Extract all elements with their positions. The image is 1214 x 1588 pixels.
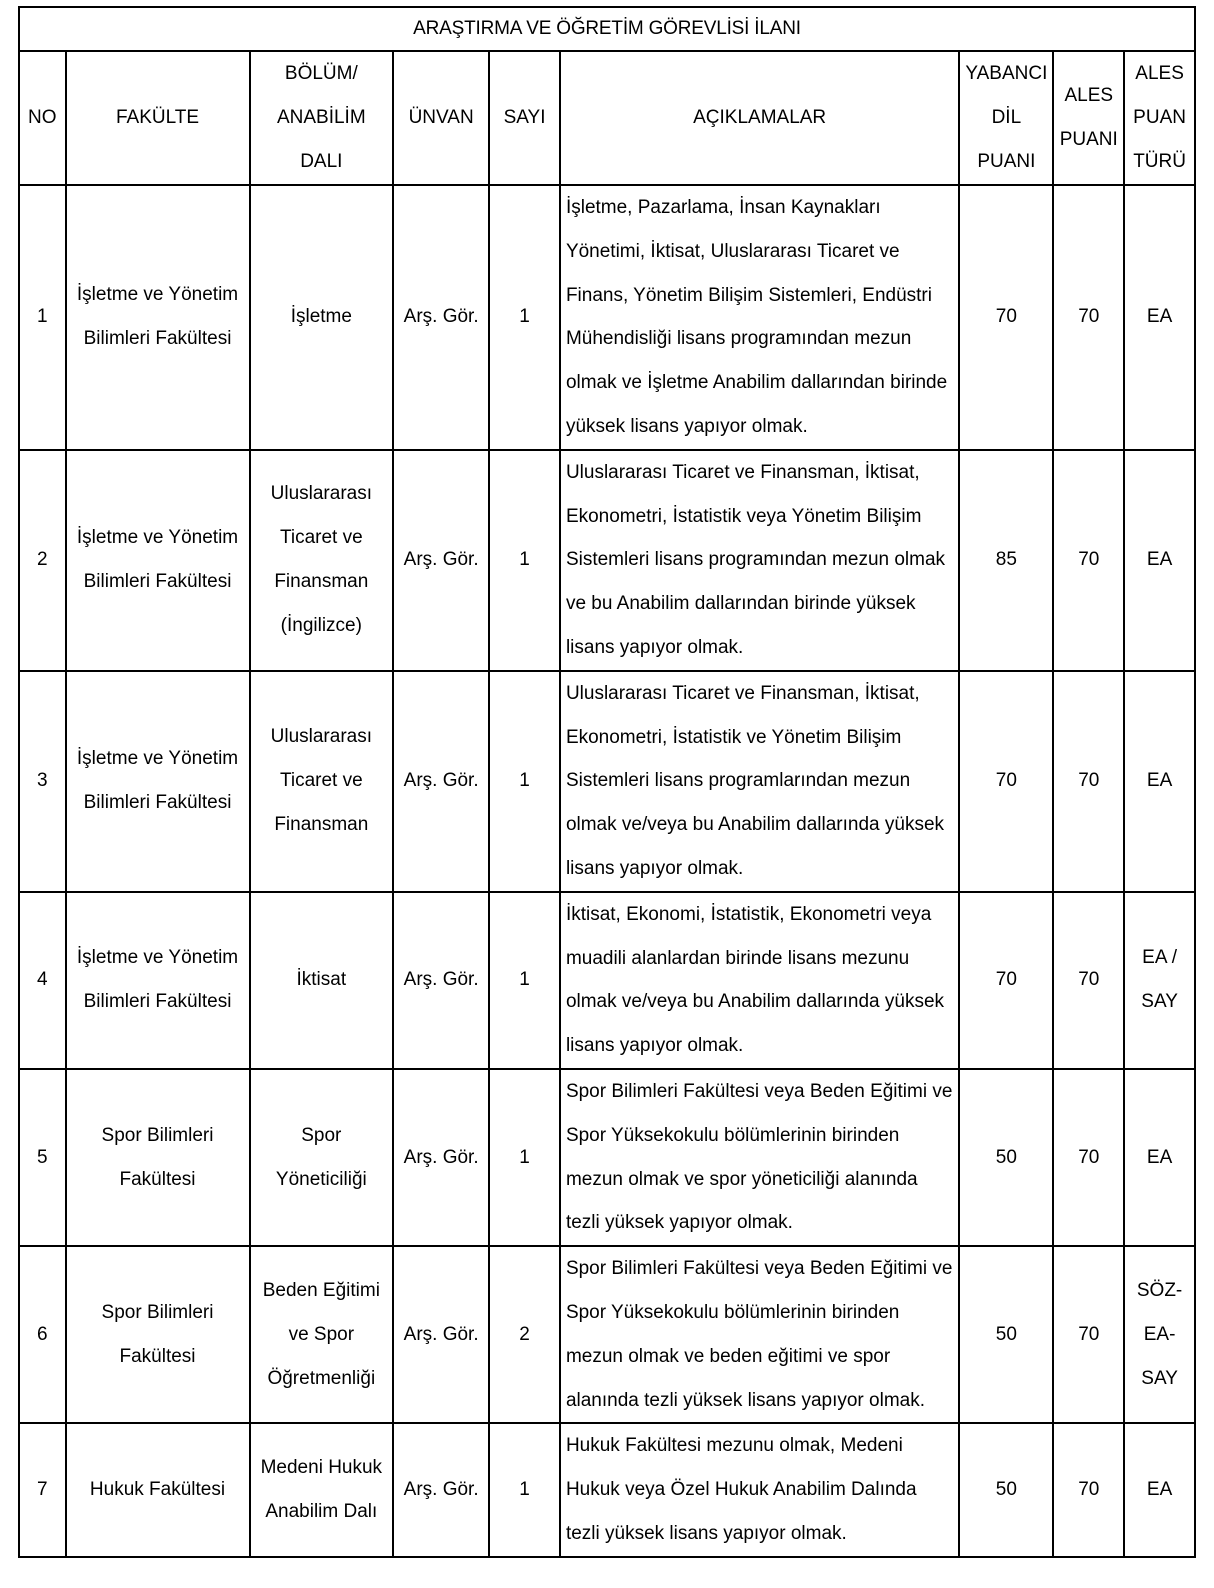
cell-no: 6 xyxy=(19,1246,66,1423)
cell-puan-turu: EA xyxy=(1124,1069,1195,1246)
header-aciklamalar: AÇIKLAMALAR xyxy=(560,51,959,185)
table-row xyxy=(19,671,1195,892)
header-ales-puani: ALES PUANI xyxy=(1053,51,1124,185)
header-yabanci-dil: YABANCI DİL PUANI xyxy=(959,51,1053,185)
table-row xyxy=(19,1069,1195,1246)
cell-aciklama: Uluslararası Ticaret ve Finansman, İktisat, Ekonometri, İstatistik veya Yönetim Bilişim Sistemleri lisans programından mezun olmak ve bu Anabilim dallarından birinde yüksek lisans yapıyor olmak. xyxy=(560,450,959,671)
cell-puan-turu: EA xyxy=(1124,185,1195,450)
cell-aciklama: İktisat, Ekonomi, İstatistik, Ekonometri veya muadili alanlardan birinde lisans mezunu olmak ve/veya bu Anabilim dallarında yüksek lisans yapıyor olmak. xyxy=(560,892,959,1069)
cell-ales: 70 xyxy=(1053,185,1124,450)
table-row xyxy=(19,1246,1195,1423)
cell-sayi: 1 xyxy=(489,450,560,671)
cell-ales: 70 xyxy=(1053,450,1124,671)
cell-ales: 70 xyxy=(1053,1246,1124,1423)
header-no: NO xyxy=(19,51,66,185)
cell-yabanci-dil: 50 xyxy=(959,1069,1053,1246)
table-row xyxy=(19,450,1195,671)
cell-yabanci-dil: 70 xyxy=(959,671,1053,892)
cell-sayi: 1 xyxy=(489,1423,560,1556)
cell-puan-turu: EA xyxy=(1124,450,1195,671)
cell-aciklama: Spor Bilimleri Fakültesi veya Beden Eğitimi ve Spor Yüksekokulu bölümlerinin birinden mezun olmak ve beden eğitimi ve spor alanında tezli yüksek lisans yapıyor olmak. xyxy=(560,1246,959,1423)
cell-fakulte: Spor Bilimleri Fakültesi xyxy=(66,1069,250,1246)
cell-ales: 70 xyxy=(1053,892,1124,1069)
cell-bolum: Uluslararası Ticaret ve Finansman (İngilizce) xyxy=(250,450,394,671)
cell-sayi: 1 xyxy=(489,892,560,1069)
cell-fakulte: Hukuk Fakültesi xyxy=(66,1423,250,1556)
cell-bolum: İşletme xyxy=(250,185,394,450)
cell-no: 4 xyxy=(19,892,66,1069)
cell-yabanci-dil: 50 xyxy=(959,1423,1053,1556)
cell-yabanci-dil: 70 xyxy=(959,892,1053,1069)
cell-bolum: Beden Eğitimi ve Spor Öğretmenliği xyxy=(250,1246,394,1423)
cell-fakulte: İşletme ve Yönetim Bilimleri Fakültesi xyxy=(66,185,250,450)
cell-aciklama: Spor Bilimleri Fakültesi veya Beden Eğitimi ve Spor Yüksekokulu bölümlerinin birinden mezun olmak ve spor yöneticiliği alanında tezli yüksek yapıyor olmak. xyxy=(560,1069,959,1246)
header-unvan: ÜNVAN xyxy=(393,51,489,185)
table-row xyxy=(19,892,1195,1069)
cell-sayi: 2 xyxy=(489,1246,560,1423)
header-fakulte: FAKÜLTE xyxy=(66,51,250,185)
cell-fakulte: Spor Bilimleri Fakültesi xyxy=(66,1246,250,1423)
cell-ales: 70 xyxy=(1053,1069,1124,1246)
cell-unvan: Arş. Gör. xyxy=(393,1069,489,1246)
table-title: ARAŞTIRMA VE ÖĞRETİM GÖREVLİSİ İLANI xyxy=(19,7,1195,51)
cell-fakulte: İşletme ve Yönetim Bilimleri Fakültesi xyxy=(66,892,250,1069)
header-bolum: BÖLÜM/ ANABİLİM DALI xyxy=(250,51,394,185)
cell-unvan: Arş. Gör. xyxy=(393,892,489,1069)
cell-yabanci-dil: 50 xyxy=(959,1246,1053,1423)
cell-fakulte: İşletme ve Yönetim Bilimleri Fakültesi xyxy=(66,671,250,892)
cell-no: 2 xyxy=(19,450,66,671)
announcement-table xyxy=(18,6,1196,1558)
cell-unvan: Arş. Gör. xyxy=(393,671,489,892)
cell-no: 1 xyxy=(19,185,66,450)
cell-no: 7 xyxy=(19,1423,66,1556)
header-sayi: SAYI xyxy=(489,51,560,185)
cell-puan-turu: EA xyxy=(1124,1423,1195,1556)
cell-puan-turu: EA / SAY xyxy=(1124,892,1195,1069)
cell-bolum: Medeni Hukuk Anabilim Dalı xyxy=(250,1423,394,1556)
cell-fakulte: İşletme ve Yönetim Bilimleri Fakültesi xyxy=(66,450,250,671)
cell-bolum: İktisat xyxy=(250,892,394,1069)
cell-bolum: Spor Yöneticiliği xyxy=(250,1069,394,1246)
cell-yabanci-dil: 70 xyxy=(959,185,1053,450)
table-row xyxy=(19,1423,1195,1556)
cell-aciklama: Hukuk Fakültesi mezunu olmak, Medeni Hukuk veya Özel Hukuk Anabilim Dalında tezli yüksek lisans yapıyor olmak. xyxy=(560,1423,959,1556)
cell-bolum: Uluslararası Ticaret ve Finansman xyxy=(250,671,394,892)
cell-no: 3 xyxy=(19,671,66,892)
cell-puan-turu: SÖZ- EA- SAY xyxy=(1124,1246,1195,1423)
cell-no: 5 xyxy=(19,1069,66,1246)
cell-sayi: 1 xyxy=(489,671,560,892)
cell-ales: 70 xyxy=(1053,1423,1124,1556)
cell-sayi: 1 xyxy=(489,1069,560,1246)
cell-unvan: Arş. Gör. xyxy=(393,1246,489,1423)
cell-ales: 70 xyxy=(1053,671,1124,892)
cell-unvan: Arş. Gör. xyxy=(393,450,489,671)
table-row xyxy=(19,185,1195,450)
header-ales-puan-turu: ALES PUAN TÜRÜ xyxy=(1124,51,1195,185)
cell-yabanci-dil: 85 xyxy=(959,450,1053,671)
cell-aciklama: İşletme, Pazarlama, İnsan Kaynakları Yönetimi, İktisat, Uluslararası Ticaret ve Finans, Yönetim Bilişim Sistemleri, Endüstri Mühendisliği lisans programından mezun olmak ve İşletme Anabilim dallarından birinde yüksek lisans yapıyor olmak. xyxy=(560,185,959,450)
cell-puan-turu: EA xyxy=(1124,671,1195,892)
cell-sayi: 1 xyxy=(489,185,560,450)
cell-aciklama: Uluslararası Ticaret ve Finansman, İktisat, Ekonometri, İstatistik ve Yönetim Bilişim Sistemleri lisans programlarından mezun olmak ve/veya bu Anabilim dallarında yüksek lisans yapıyor olmak. xyxy=(560,671,959,892)
cell-unvan: Arş. Gör. xyxy=(393,1423,489,1556)
cell-unvan: Arş. Gör. xyxy=(393,185,489,450)
